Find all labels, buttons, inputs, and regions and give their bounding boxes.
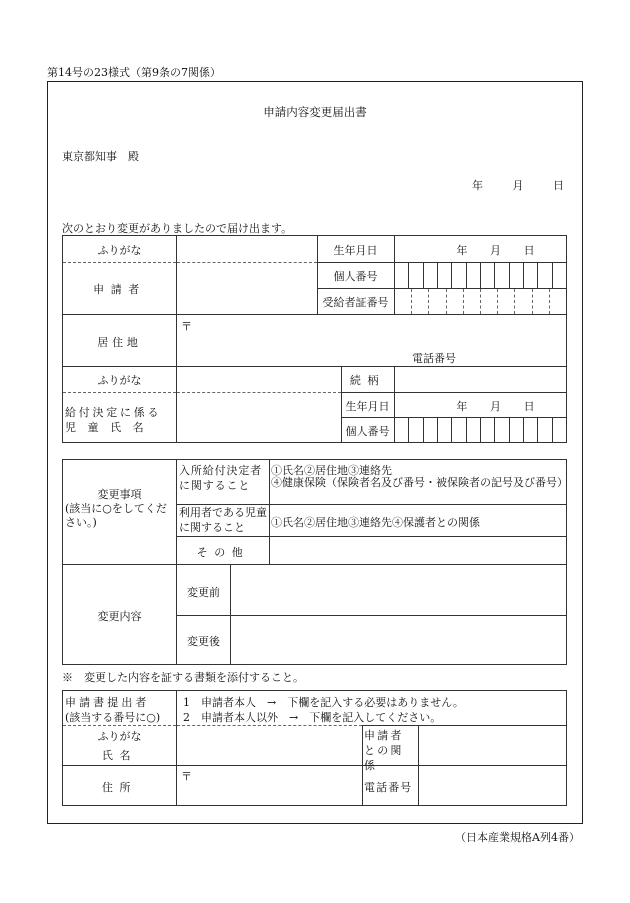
intro-text: 次のとおり変更がありましたので届け出ます。	[62, 222, 293, 235]
submitter-option-2[interactable]: 2 申請者本人以外 → 下欄を記入してください。	[183, 711, 442, 724]
submitter-address-label: 住所	[101, 781, 138, 794]
form-number: 第14号の23様式（第9条の7関係）	[47, 66, 221, 79]
user-child-options[interactable]: ①氏名②居住地③連絡先④保護者との関係	[271, 516, 480, 529]
residence-label: 居住地	[97, 336, 142, 349]
applicant-furigana-label: ふりがな	[97, 244, 142, 257]
change-block	[62, 459, 567, 665]
facility-options-2[interactable]: ④健康保険（保険者名及び番号・被保険者の記号及び番号）	[271, 476, 568, 489]
addressee: 東京都知事 殿	[62, 150, 139, 163]
submitter-block	[62, 690, 567, 806]
after-field[interactable]	[231, 616, 566, 664]
facility-options-1[interactable]: ①氏名②居住地③連絡先	[271, 464, 392, 477]
applicant-birth-year: 年	[456, 244, 468, 257]
before-field[interactable]	[231, 565, 566, 615]
submitter-postal-mark: 〒	[181, 770, 192, 783]
child-furigana-label: ふりがな	[97, 374, 142, 387]
date-line	[472, 177, 564, 193]
before-label: 変更前	[187, 586, 220, 599]
applicant-recipient-cert-label: 受給者証番号	[322, 296, 389, 309]
residence-postal-mark: 〒	[181, 320, 192, 333]
residence-phone-label: 電話番号	[412, 352, 456, 365]
submitter-label-line2: (該当する番号に○)	[65, 711, 161, 724]
date-year-label: 年	[472, 179, 483, 192]
date-month-label: 月	[512, 179, 524, 192]
applicant-birth-day: 日	[523, 244, 535, 257]
change-items-note: (該当に○をしてください。)	[65, 502, 167, 530]
submitter-phone-label: 電話番号	[364, 781, 413, 794]
submitter-label-line1: 申請書提出者	[65, 696, 150, 709]
after-label: 変更後	[187, 635, 220, 648]
date-day-label: 日	[553, 179, 564, 192]
change-content-label: 変更内容	[97, 610, 142, 623]
applicant-personal-number-label: 個人番号	[333, 270, 378, 283]
user-child-label: 利用者である児童に関すること	[179, 506, 267, 534]
facility-label: 入所給付決定者に関すること	[179, 464, 263, 492]
submitter-name-label: 氏名	[101, 749, 138, 762]
child-personal-number-label: 個人番号	[345, 425, 390, 438]
other-field[interactable]	[270, 537, 566, 564]
child-birth-month: 月	[489, 400, 501, 413]
form-title: 申請内容変更届出書	[263, 105, 367, 119]
submitter-furigana-label: ふりがな	[97, 730, 142, 743]
change-items-label: 変更事項	[97, 488, 142, 501]
submitter-relation-label: 申請者との関係	[364, 729, 404, 772]
child-birthdate-label: 生年月日	[345, 400, 390, 413]
child-birthdate-field[interactable]	[395, 398, 566, 414]
applicant-birthdate-field[interactable]	[395, 242, 566, 258]
applicant-birthdate-label: 生年月日	[333, 244, 378, 257]
applicant-birth-month: 月	[489, 244, 501, 257]
applicant-personal-number-boxes[interactable]	[395, 263, 566, 288]
child-label-line1: 給付決定に係る	[65, 406, 162, 419]
submitter-option-1[interactable]: 1 申請者本人 → 下欄を記入する必要はありません。	[183, 696, 464, 709]
child-birth-year: 年	[456, 400, 468, 413]
child-birth-day: 日	[523, 400, 535, 413]
attachment-note: ※ 変更した内容を証する書類を添付すること。	[62, 671, 304, 684]
footer-spec: （日本産業規格A列4番）	[455, 831, 580, 844]
applicant-block	[62, 235, 567, 443]
child-label-line2: 児童氏名	[65, 421, 156, 434]
applicant-label: 申請者	[93, 283, 146, 296]
child-relation-label: 続柄	[349, 374, 386, 387]
other-label: その他	[196, 546, 250, 559]
child-personal-number-boxes[interactable]	[395, 418, 566, 442]
applicant-recipient-cert-boxes[interactable]	[395, 289, 566, 314]
